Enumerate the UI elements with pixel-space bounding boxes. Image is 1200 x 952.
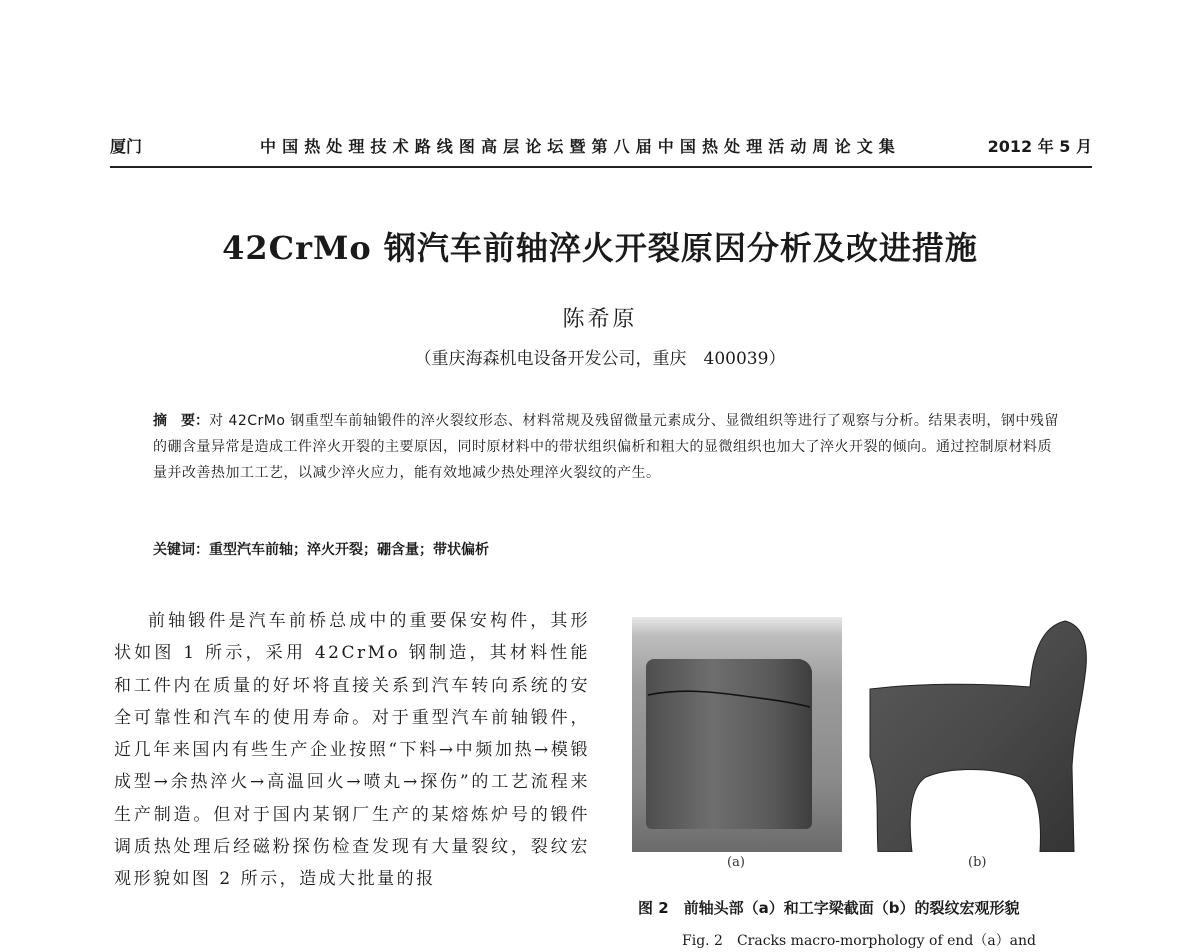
- figure-caption-cn: 图 2 前轴头部（a）和工字梁截面（b）的裂纹宏观形貌: [638, 899, 1020, 917]
- i-beam-section-photo: [860, 617, 1092, 852]
- figure-2: [632, 617, 1092, 947]
- abstract-label: 摘 要：: [153, 413, 209, 429]
- header-rule: [110, 166, 1092, 168]
- keywords-label: 关键词：: [153, 542, 209, 558]
- figure-caption-en: Fig. 2 Cracks macro-morphology of end（a）and: [682, 933, 1037, 949]
- header-proceedings-title: 中国热处理技术路线图高层论坛暨第八届中国热处理活动周论文集: [260, 137, 901, 156]
- abstract-text: 对 42CrMo 钢重型车前轴锻件的淬火裂纹形态、材料常规及残留微量元素成分、显微组织等进行了观察与分析。结果表明，钢中残留的硼含量异常是造成工件淬火开裂的主要原因，同时原材料中的带状组织偏析和粗大的显微组织也加大了淬火开裂的倾向。通过控制原材料质量并改善热加工工艺，以减少淬火应力，能有效地减少热处理淬火裂纹的产生。: [153, 413, 1059, 481]
- header-location: 厦门: [110, 137, 143, 156]
- front-axle-end-photo: [632, 617, 842, 852]
- paper-title: 42CrMo 钢汽车前轴淬火开裂原因分析及改进措施: [222, 229, 978, 267]
- subfigure-a-label: (a): [727, 855, 745, 870]
- author-affiliation: （重庆海森机电设备开发公司，重庆 400039）: [414, 349, 786, 369]
- abstract: [153, 408, 1059, 486]
- crack-line-icon: [646, 673, 812, 713]
- header-date: 2012 年 5 月: [987, 137, 1092, 156]
- subfigure-b-label: (b): [968, 855, 987, 870]
- author-name: 陈希原: [562, 307, 638, 332]
- body-paragraph: 前轴锻件是汽车前桥总成中的重要保安构件，其形状如图 1 所示，采用 42CrMo 钢制造，其材料性能和工件内在质量的好坏将直接关系到汽车转向系统的安全可靠性和汽车的使用寿命。对于重型汽车前轴锻件，近几年来国内有些生产企业按照“下料→中频加热→模锻成型→余热淬火→高温回火→喷丸→探伤”的工艺流程来生产制造。但对于国内某钢厂生产的某熔炼炉号的锻件调质热处理后经磁粉探伤检查发现有大量裂纹，裂纹宏观形貌如图 2 所示，造成大批量的报: [114, 611, 590, 890]
- running-header: [110, 134, 1092, 166]
- keywords-text: 重型汽车前轴；淬火开裂；硼含量；带状偏析: [209, 542, 489, 558]
- keywords: [153, 539, 489, 559]
